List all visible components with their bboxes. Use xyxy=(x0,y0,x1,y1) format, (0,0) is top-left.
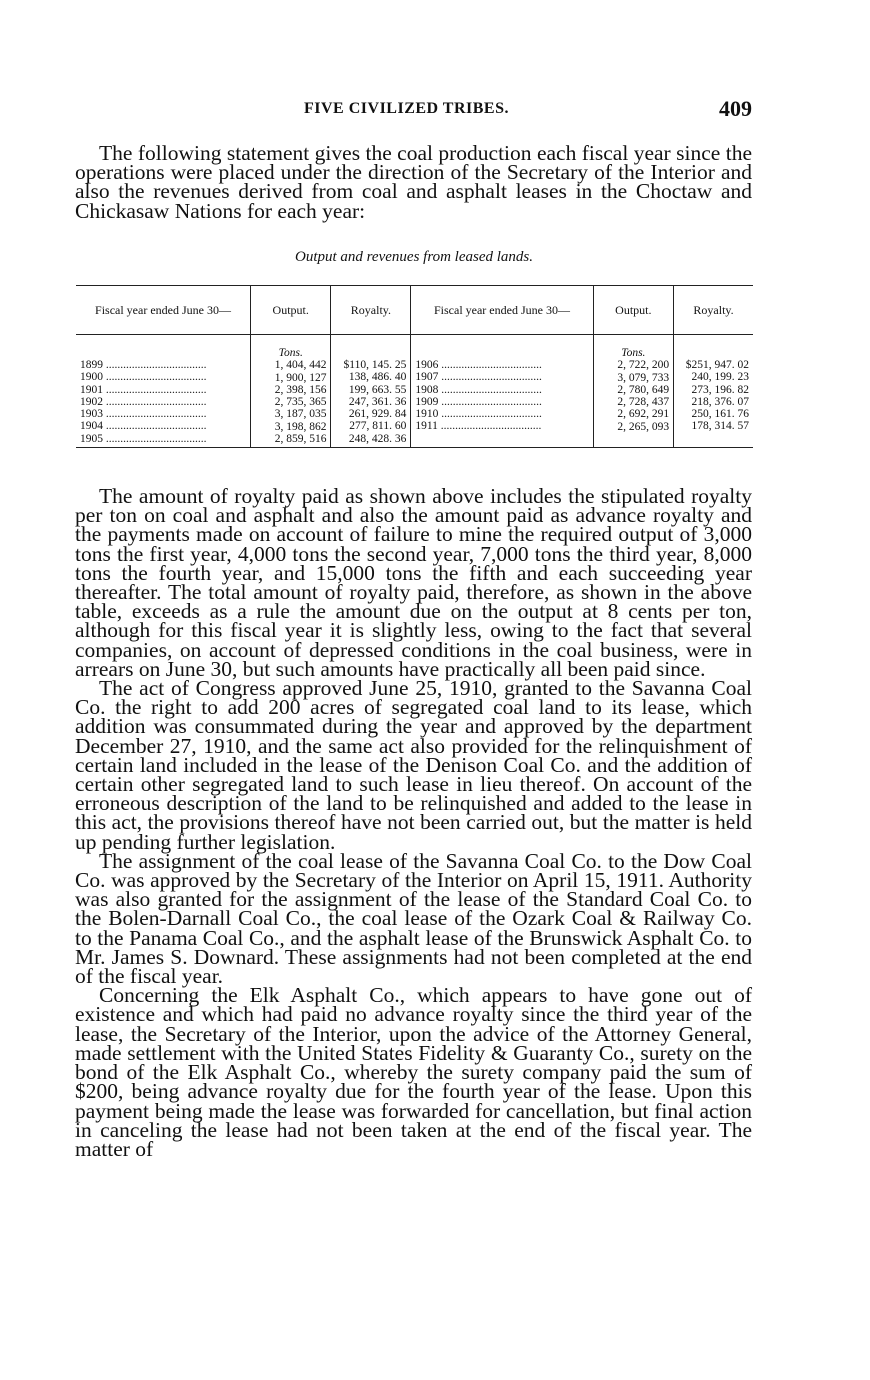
table-cell-royalty: 218, 376. 07 xyxy=(691,395,749,408)
table-cell-output: 1, 404, 442 xyxy=(274,359,327,372)
table-cell-year: 1910 ................................... xyxy=(415,408,542,421)
table-cell-output: 3, 198, 862 xyxy=(274,420,327,433)
left-years-column xyxy=(76,335,251,448)
paragraph-act-of-congress: The act of Congress approved June 25, 1910, granted to the Savanna Coal Co. the right to add 200 acres of segregated coal land to its lease, which addition was consummated during the year and approved by the department December 27, 1910, and the same act also provided for the relinquishment of certain land included in the lease of the Denison Coal Co. and the addition of certain other segregated land to such lease in lieu thereof. On account of the erroneous description of the land to be relinquished and added to the lease in this act, the provisions thereof have not been carried out, but the matter is held up pending further legislation. xyxy=(75,676,752,854)
running-head: FIVE CIVILIZED TRIBES. xyxy=(304,100,509,117)
table-cell-output: 2, 735, 365 xyxy=(274,396,327,409)
table-cell-year: 1906 ................................... xyxy=(415,359,542,371)
table-cell-royalty: 250, 161. 76 xyxy=(691,408,749,421)
right-royalty-column xyxy=(674,335,753,448)
table-cell-royalty: 273, 196. 82 xyxy=(691,383,749,396)
paragraph-royalty: The amount of royalty paid as shown above includes the stipulated royalty per ton on coal and asphalt and also the amount paid as advance royalty and the payments made on account of failure to mine the required output of 3,000 tons the first year, 4,000 tons the second year, 7,000 tons the third year, 8,000 tons the fourth year, and 15,000 tons the fifth and each succeeding year thereafter. The total amount of royalty paid, therefore, as shown in the above table, exceeds as a rule the amount due on the output at 8 cents per ton, although for this fiscal year it is slightly less, owing to the fact that several companies, on account of depressed conditions in the coal business, were in arrears on June 30, but such amounts have practically all been paid since. xyxy=(75,484,752,681)
table-cell-year: 1909 ................................... xyxy=(415,395,542,408)
header-output-left: Output. xyxy=(251,286,331,335)
table-cell-royalty: 240, 199. 23 xyxy=(691,371,749,384)
right-years-column xyxy=(411,335,593,448)
table-cell-output: 3, 187, 035 xyxy=(274,408,327,421)
paragraph-elk-asphalt: Concerning the Elk Asphalt Co., which appears to have gone out of existence and which had paid no advance royalty since the third year of the lease, the Secretary of the Interior, upon the advice of the Attorney General, made settlement with the United States Fidelity & Guaranty Co., surety on the bond of the Elk Asphalt Co., whereby the surety company paid the sum of $200, being advance royalty due for the fourth year of the lease. Upon this payment being made the lease was forwarded for cancellation, but final action in canceling the lease had not been taken at the end of the fiscal year. The matter of xyxy=(75,983,752,1161)
header-royalty-right: Royalty. xyxy=(674,286,753,335)
table-cell-royalty: 247, 361. 36 xyxy=(348,395,407,408)
table-cell-royalty: 277, 811. 60 xyxy=(349,420,407,433)
intro-paragraph: The following statement gives the coal production each fiscal year since the operations were placed under the direction of the Secretary of the Interior and also the revenues derived from coal and asphalt leases in the Choctaw and Chickasaw Nations for each year: xyxy=(75,141,752,223)
table-cell-year: 1905 ................................... xyxy=(80,432,207,445)
table-cell-year: 1908 ................................... xyxy=(415,383,542,396)
table-cell-royalty: 138, 486. 40 xyxy=(348,371,407,384)
body-text xyxy=(75,484,752,1161)
table-cell-royalty: 199, 663. 55 xyxy=(348,383,407,396)
header-royalty-left: Royalty. xyxy=(331,286,411,335)
header-fiscal-year-right: Fiscal year ended June 30— xyxy=(411,286,593,335)
table-cell-output: 2, 398, 156 xyxy=(274,383,327,396)
unit-label-left: Tons. xyxy=(278,347,303,359)
output-revenue-table xyxy=(76,285,753,448)
table-header-row xyxy=(76,286,753,335)
table-cell-royalty: 261, 929. 84 xyxy=(348,408,407,421)
page-number: 409 xyxy=(719,96,752,121)
table-cell-royalty: $251, 947. 02 xyxy=(685,359,749,371)
intro-paragraph-block xyxy=(75,141,752,223)
header-fiscal-year-left: Fiscal year ended June 30— xyxy=(76,286,251,335)
right-output-column xyxy=(593,335,673,448)
left-royalty-column xyxy=(331,335,411,448)
table-cell-output: 2, 265, 093 xyxy=(617,420,670,433)
table-cell-output: 2, 859, 516 xyxy=(274,433,327,446)
table-cell-year: 1899 ................................... xyxy=(80,359,207,371)
unit-label-right: Tons. xyxy=(621,347,646,359)
table-body-row xyxy=(76,335,753,448)
header-output-right: Output. xyxy=(593,286,673,335)
table-cell-output: 1, 900, 127 xyxy=(274,371,327,384)
paragraph-assignments: The assignment of the coal lease of the Savanna Coal Co. to the Dow Coal Co. was approved by the Secretary of the Interior on April 15, 1911. Authority was also granted for the assignment of the lease of the Standard Coal Co. to the Bolen-Darnall Coal Co., the coal lease of the Ozark Coal & Railway Co. to the Panama Coal Co., and the asphalt lease of the Brunswick Asphalt Co. to Mr. James S. Downard. These assignments had not been completed at the end of the fiscal year. xyxy=(75,848,752,989)
page-header xyxy=(76,96,752,126)
table-cell-year: 1902 ................................... xyxy=(80,395,207,408)
table-cell-output: 2, 780, 649 xyxy=(617,383,670,396)
table-cell-year: 1901 ................................... xyxy=(80,383,207,396)
table-cell-royalty: 178, 314. 57 xyxy=(691,420,749,433)
table-cell-output: 2, 728, 437 xyxy=(617,396,670,409)
table-cell-year: 1904 ................................... xyxy=(80,420,207,433)
table-cell-year: 1911 ................................... xyxy=(415,420,542,433)
table-cell-year: 1907 ................................... xyxy=(415,371,542,384)
table-cell-output: 2, 722, 200 xyxy=(617,359,670,372)
table-cell-royalty: $110, 145. 25 xyxy=(343,359,407,371)
table-caption: Output and revenues from leased lands. xyxy=(294,249,534,265)
table-cell-royalty: 248, 428. 36 xyxy=(348,432,407,445)
table-cell-year: 1903 ................................... xyxy=(80,408,207,421)
table-cell-output: 2, 692, 291 xyxy=(617,408,670,421)
table-cell-year: 1900 ................................... xyxy=(80,371,207,384)
table-cell-output: 3, 079, 733 xyxy=(617,371,670,384)
left-output-column xyxy=(251,335,331,448)
